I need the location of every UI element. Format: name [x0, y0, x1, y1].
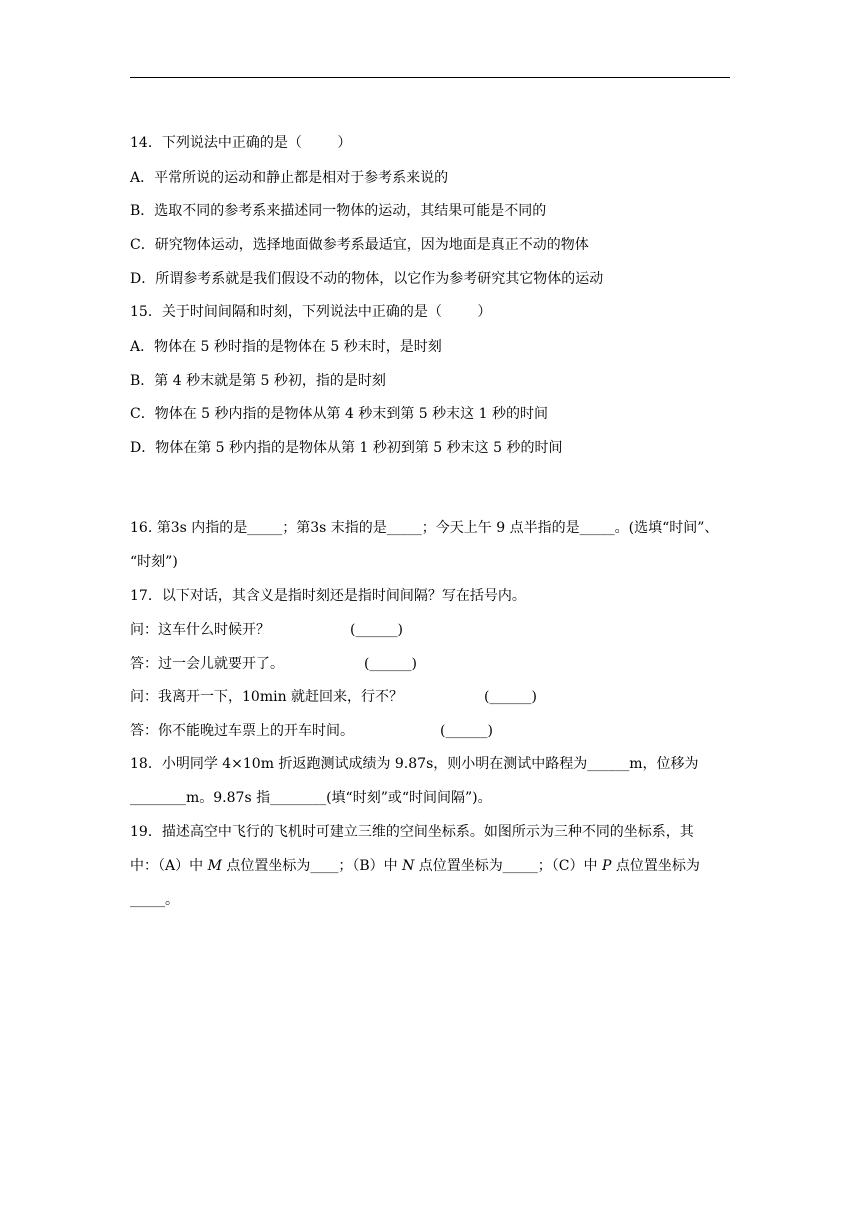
q17-dialog-1: 问：这车什么时候开？: [130, 622, 270, 638]
q15-option-b: B．第 4 秒末就是第 5 秒初，指的是时刻: [130, 373, 386, 389]
q16-line-2: “时刻”): [130, 554, 178, 570]
q18-line-2: ________m。9.87s 指________(填“时刻”或“时间间隔”)。: [130, 790, 492, 806]
header-rule: [130, 77, 730, 78]
q14-stem: 14．下列说法中正确的是（ ）: [130, 135, 352, 151]
q17-dialog-2: 答：过一会儿就要开了。: [130, 656, 284, 672]
q19-point-m: M: [207, 858, 222, 874]
q19-line-2-part-a: 中：（A）中: [130, 858, 208, 874]
q14-option-a: A．平常所说的运动和静止都是相对于参考系来说的: [130, 170, 449, 186]
q14-option-d: D．所谓参考系就是我们假设不动的物体，以它作为参考研究其它物体的运动: [130, 271, 604, 287]
q17-stem: 17．以下对话，其含义是指时刻还是指时间间隔？写在括号内。: [130, 588, 526, 604]
q19-line-3: _____。: [130, 892, 179, 908]
q16-line-1: 16. 第3s 内指的是_____；第3s 末指的是_____；今天上午 9 点半指的是_____。(选填“时间”、: [130, 520, 719, 536]
q17-dialog-2-blank: (______): [364, 656, 417, 672]
q19-point-p: P: [601, 858, 612, 874]
q17-dialog-3: 问：我离开一下，10min 就赶回来，行不？: [130, 689, 404, 705]
q17-dialog-4: 答：你不能晚过车票上的开车时间。: [130, 723, 354, 739]
q19-line-2: [130, 857, 700, 875]
q15-option-d: D．物体在第 5 秒内指的是物体从第 1 秒初到第 5 秒末这 5 秒的时间: [130, 440, 563, 456]
q19-line-2-part-d: 点位置坐标为: [611, 858, 700, 874]
q14-option-c: C．研究物体运动，选择地面做参考系最适宜，因为地面是真正不动的物体: [130, 237, 589, 253]
q17-dialog-1-blank: (______): [350, 622, 403, 638]
q19-line-1: 19．描述高空中飞行的飞机时可建立三维的空间坐标系。如图所示为三种不同的坐标系，其: [130, 824, 694, 840]
q17-dialog-3-blank: (______): [484, 689, 537, 705]
q15-option-a: A．物体在 5 秒时指的是物体在 5 秒末时，是时刻: [130, 339, 442, 355]
q15-stem: 15．关于时间间隔和时刻，下列说法中正确的是（ ）: [130, 304, 492, 320]
q19-line-2-part-b: 点位置坐标为____；（B）中: [221, 858, 403, 874]
q15-option-c: C．物体在 5 秒内指的是物体从第 4 秒末到第 5 秒末这 1 秒的时间: [130, 406, 548, 422]
q14-option-b: B．选取不同的参考系来描述同一物体的运动，其结果可能是不同的: [130, 203, 547, 219]
q17-dialog-4-blank: (______): [440, 723, 493, 739]
q19-point-n: N: [402, 858, 415, 874]
q19-line-2-part-c: 点位置坐标为_____；（C）中: [414, 858, 602, 874]
q18-line-1: 18．小明同学 4×10m 折返跑测试成绩为 9.87s，则小明在测试中路程为______m，位移为: [130, 756, 699, 772]
